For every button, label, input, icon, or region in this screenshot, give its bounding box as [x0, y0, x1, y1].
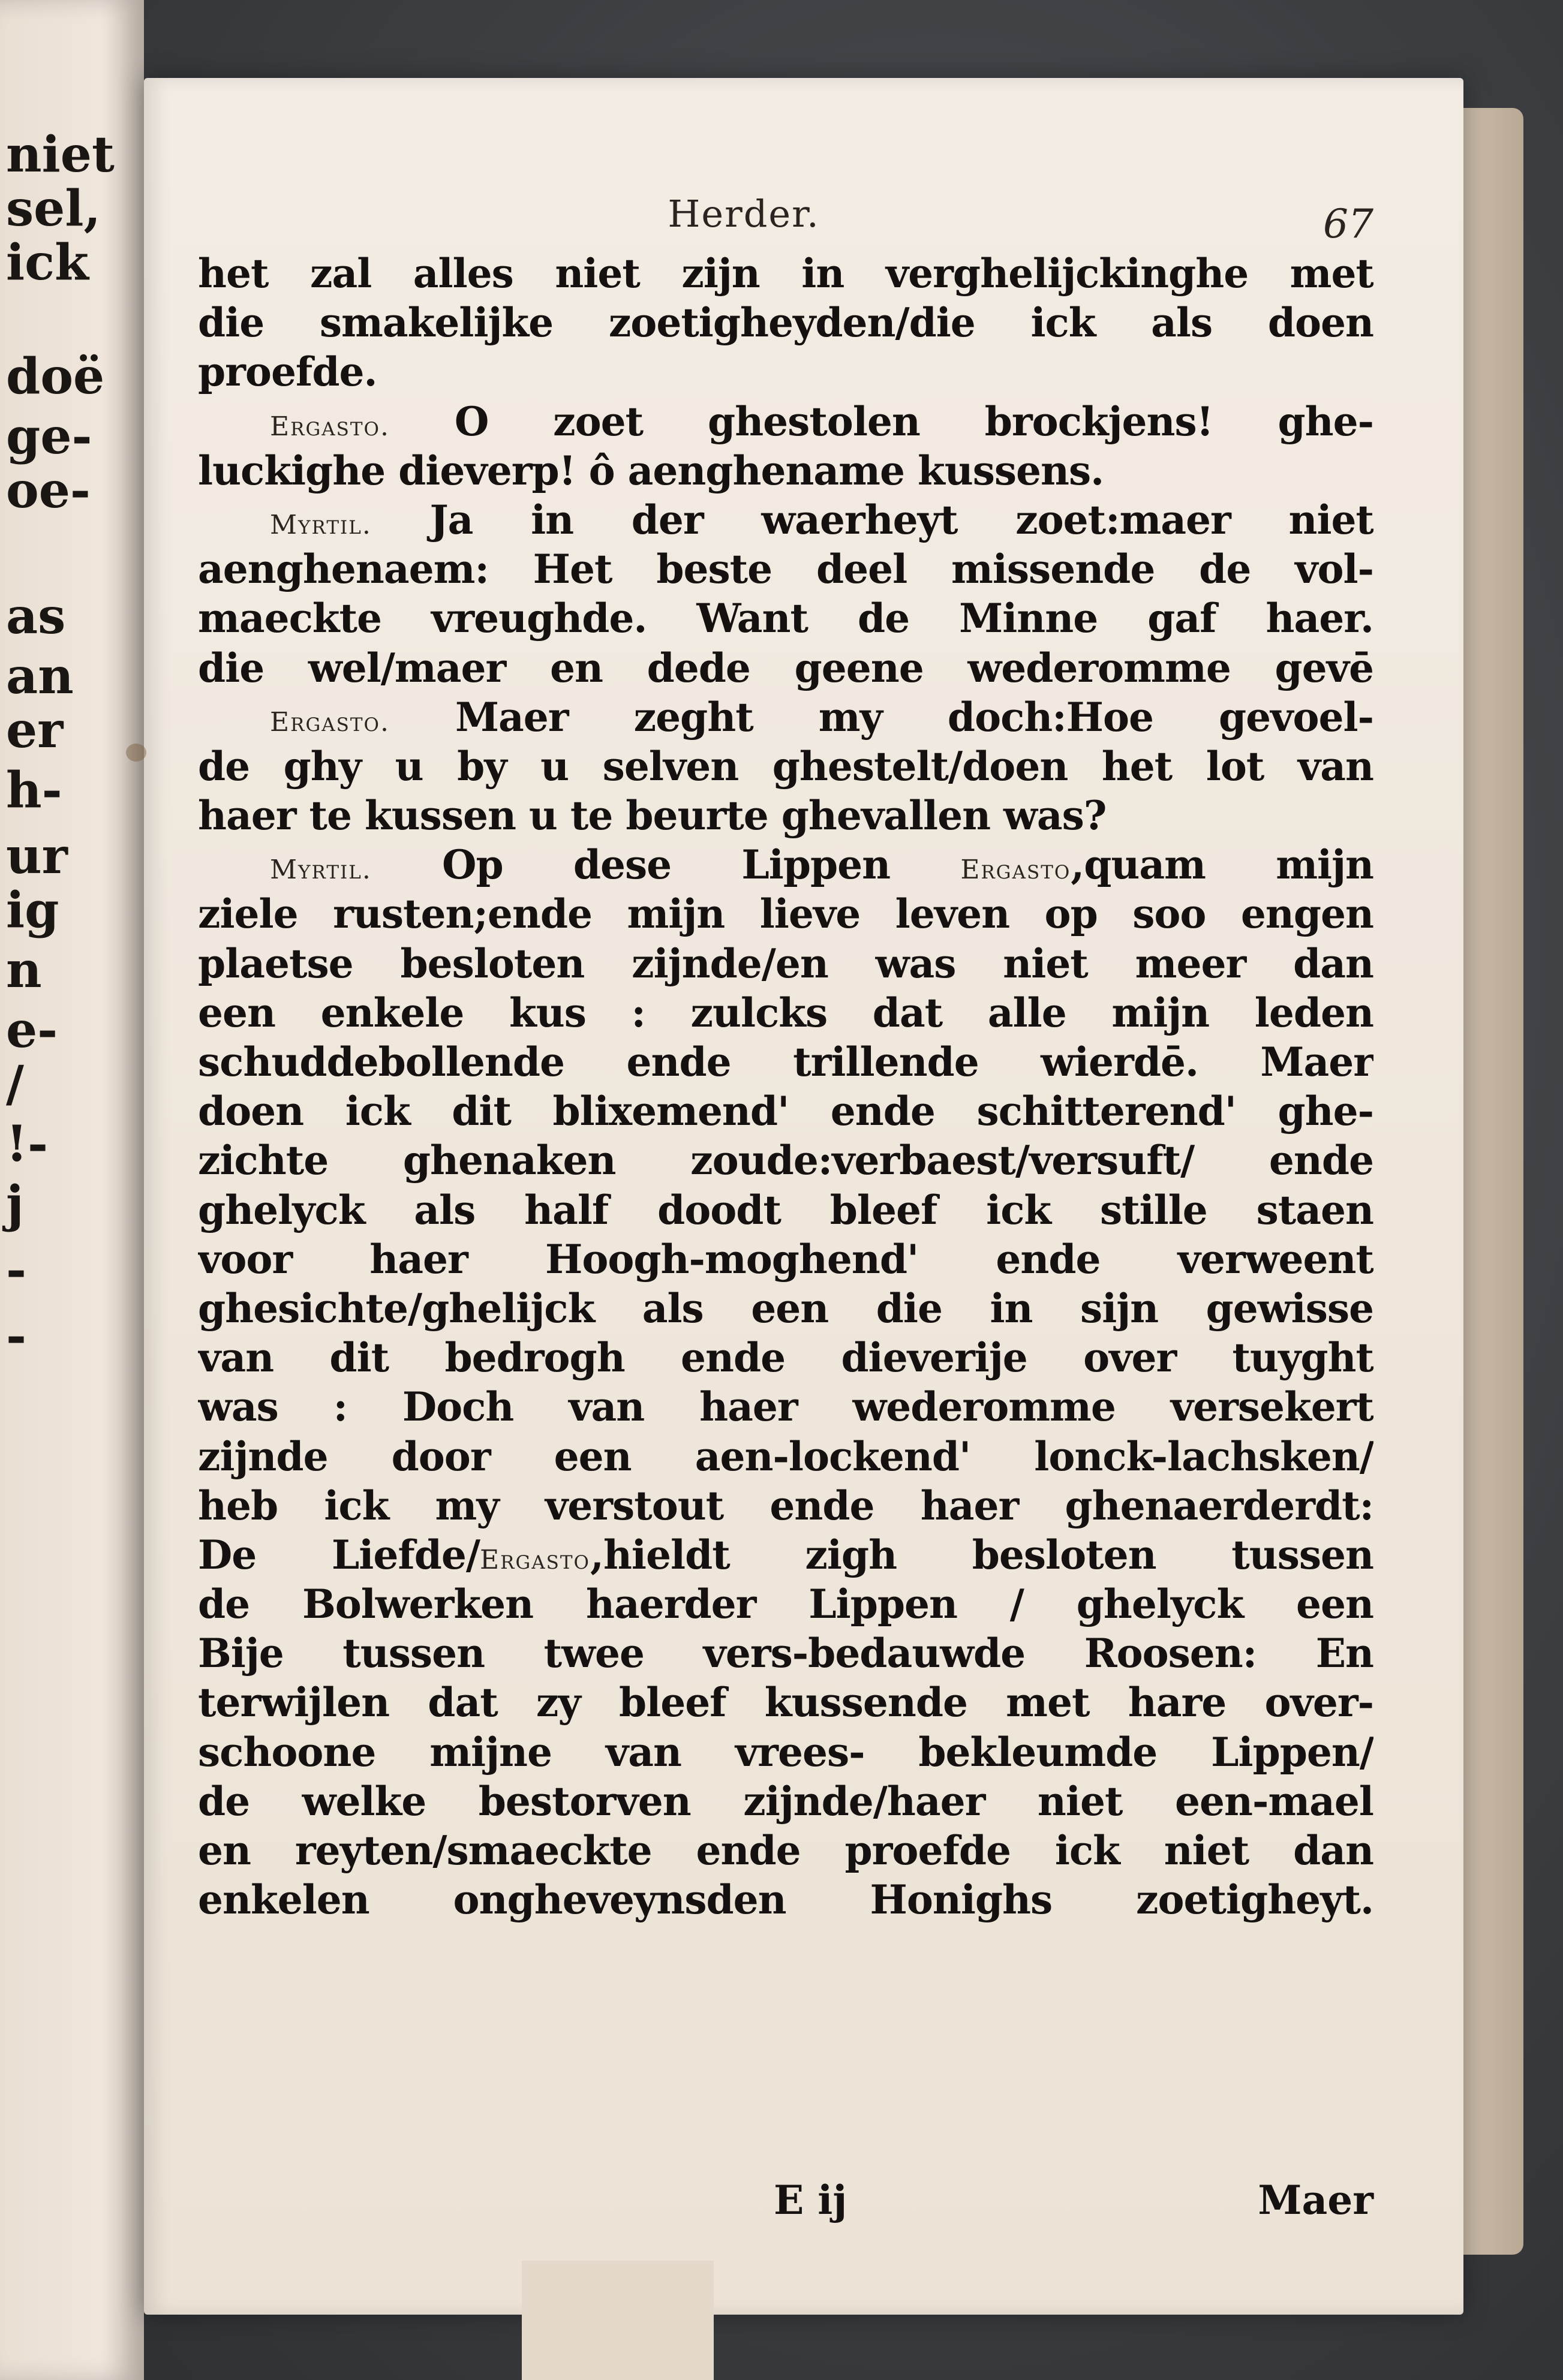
- running-head-title: Herder.: [668, 192, 820, 236]
- line-text: ,quam mijn: [1071, 841, 1373, 889]
- text-line: [198, 643, 1373, 693]
- text-line: [198, 594, 1373, 643]
- line-text: ,hieldt zigh besloten tussen: [590, 1531, 1373, 1578]
- facing-page-fragment: -: [6, 1307, 27, 1365]
- speaker-name: Ergasto: [480, 1544, 590, 1575]
- line-text: Bije tussen twee vers-bedauwde Roosen: En: [198, 1630, 1373, 1677]
- line-text: plaetse besloten zijnde/en was niet meer dan: [198, 940, 1373, 987]
- facing-page-fragment: oe-: [6, 462, 91, 519]
- catchword: Maer: [1258, 2177, 1373, 2223]
- text-line: [198, 791, 1373, 840]
- text-line: [198, 988, 1373, 1037]
- book-page: [144, 78, 1463, 2315]
- text-line: [198, 1777, 1373, 1826]
- facing-page-fragment: sel,: [6, 180, 101, 237]
- speaker-name: Myrtil.: [270, 854, 372, 886]
- facing-page-fragment: j: [6, 1175, 24, 1233]
- text-line: [198, 1579, 1373, 1629]
- text-line: [198, 1333, 1373, 1382]
- text-line: [198, 1875, 1373, 1924]
- line-text: die wel/maer en dede geene wederomme gevē: [198, 644, 1373, 691]
- line-text: Ja in der waerheyt zoet:maer niet: [371, 496, 1373, 543]
- line-text: en reyten/smaeckte ende proefde ick niet dan: [198, 1827, 1373, 1874]
- line-text: Maer zeght my doch:Hoe gevoel-: [389, 693, 1373, 741]
- line-text: proefde.: [198, 348, 377, 396]
- line-text: de ghy u by u selven ghestelt/doen het lot van: [198, 742, 1373, 790]
- line-text: de Bolwerken haerder Lippen / ghelyck een: [198, 1581, 1373, 1628]
- facing-page-fragment: as: [6, 588, 66, 645]
- speaker-name: Myrtil.: [270, 509, 372, 540]
- line-text: luckighe dieverp! ô aenghename kussens.: [198, 447, 1104, 494]
- body-text: [198, 249, 1373, 1924]
- facing-page-fragment: /: [6, 1055, 24, 1113]
- line-text: enkelen ongheveynsden Honighs zoetigheyt.: [198, 1876, 1373, 1924]
- text-line: [198, 1481, 1373, 1530]
- text-line: [198, 495, 1373, 544]
- line-text: schuddebollende ende trillende wierdē. Maer: [198, 1039, 1373, 1085]
- text-line: [198, 446, 1373, 495]
- line-text: aenghenaem: Het beste deel missende de vol-: [198, 546, 1373, 593]
- text-line: [198, 249, 1373, 298]
- line-text: O zoet ghestolen brockjens! ghe-: [389, 398, 1373, 445]
- text-line: [198, 397, 1373, 446]
- line-text: terwijlen dat zy bleef kussende met hare over-: [198, 1679, 1373, 1726]
- text-line: [198, 693, 1373, 742]
- text-line: [198, 1186, 1373, 1235]
- line-text: heb ick my verstout ende haer ghenaerderdt:: [198, 1482, 1373, 1529]
- line-text: was : Doch van haer wederomme versekert: [198, 1383, 1373, 1431]
- facing-page-fragment: ig: [6, 881, 59, 939]
- text-line: [198, 1235, 1373, 1284]
- text-line: [198, 1728, 1373, 1777]
- text-line: [198, 1136, 1373, 1185]
- page-number: 67: [1323, 201, 1373, 247]
- text-line: [198, 1284, 1373, 1333]
- facing-page-fragment: !-: [6, 1115, 49, 1173]
- line-text: voor haer Hoogh-moghend' ende verweent: [198, 1235, 1373, 1283]
- text-line: [198, 347, 1373, 396]
- line-text: zijnde door een aen-lockend' lonck-lachsken/: [198, 1433, 1373, 1480]
- facing-page-fragment: ick: [6, 234, 89, 291]
- facing-page-fragment: ge-: [6, 408, 92, 465]
- line-text: ghesichte/ghelijck als een die in sijn gewisse: [198, 1284, 1373, 1332]
- line-text: De Liefde/: [198, 1531, 480, 1578]
- line-text: doen ick dit blixemend' ende schitterend' ghe-: [198, 1088, 1373, 1135]
- line-text: ziele rusten;ende mijn lieve leven op soo engen: [198, 890, 1373, 938]
- text-line: [198, 889, 1373, 938]
- text-line: [198, 1530, 1373, 1579]
- line-text: het zal alles niet zijn in verghelijckinghe met: [198, 250, 1373, 297]
- facing-page-fragment: doë: [6, 348, 105, 405]
- facing-page-fragment: er: [6, 702, 64, 759]
- running-head: [144, 192, 1463, 236]
- text-line: [198, 1678, 1373, 1727]
- line-text: zichte ghenaken zoude:verbaest/versuft/ ende: [198, 1137, 1373, 1184]
- text-line: [198, 544, 1373, 594]
- line-text: van dit bedrogh ende dieverije over tuyght: [198, 1334, 1373, 1382]
- facing-page-fragment: ur: [6, 828, 68, 885]
- line-text: schoone mijne van vrees- bekleumde Lippen/: [198, 1728, 1373, 1776]
- facing-page-fragment: niet: [6, 126, 115, 183]
- text-line: [198, 1087, 1373, 1136]
- text-line: [198, 1432, 1373, 1481]
- line-text: maeckte vreughde. Want de Minne gaf haer.: [198, 595, 1373, 642]
- text-line: [198, 939, 1373, 988]
- text-line: [198, 742, 1373, 791]
- speaker-name: Ergasto.: [270, 706, 390, 738]
- facing-page-fragment: n: [6, 941, 42, 999]
- facing-page-edge: [0, 0, 144, 2380]
- text-line: [198, 1382, 1373, 1431]
- line-text: een enkele kus : zulcks dat alle mijn leden: [198, 989, 1373, 1036]
- line-text: ghelyck als half doodt bleef ick stille staen: [198, 1186, 1373, 1233]
- page-bottom-fold: [522, 2261, 714, 2380]
- page-footer: [198, 2177, 1373, 2226]
- facing-page-fragment: h-: [6, 762, 62, 819]
- text-line: [198, 1629, 1373, 1678]
- text-line: [198, 840, 1373, 889]
- line-text: die smakelijke zoetigheyden/die ick als doen: [198, 299, 1373, 347]
- line-text: de welke bestorven zijnde/haer niet een-mael: [198, 1777, 1373, 1825]
- facing-page-fragment: e-: [6, 1001, 58, 1059]
- facing-page-fragment: -: [6, 1241, 27, 1299]
- line-text: haer te kussen u te beurte ghevallen was?: [198, 792, 1107, 840]
- line-text: Op dese Lippen: [371, 841, 961, 889]
- ink-stain: [126, 744, 146, 762]
- facing-page-fragment: an: [6, 648, 74, 705]
- speaker-name: Ergasto: [960, 854, 1071, 886]
- speaker-name: Ergasto.: [270, 411, 390, 442]
- signature-mark: E ij: [774, 2177, 847, 2223]
- text-line: [198, 298, 1373, 347]
- text-line: [198, 1826, 1373, 1875]
- text-line: [198, 1037, 1373, 1087]
